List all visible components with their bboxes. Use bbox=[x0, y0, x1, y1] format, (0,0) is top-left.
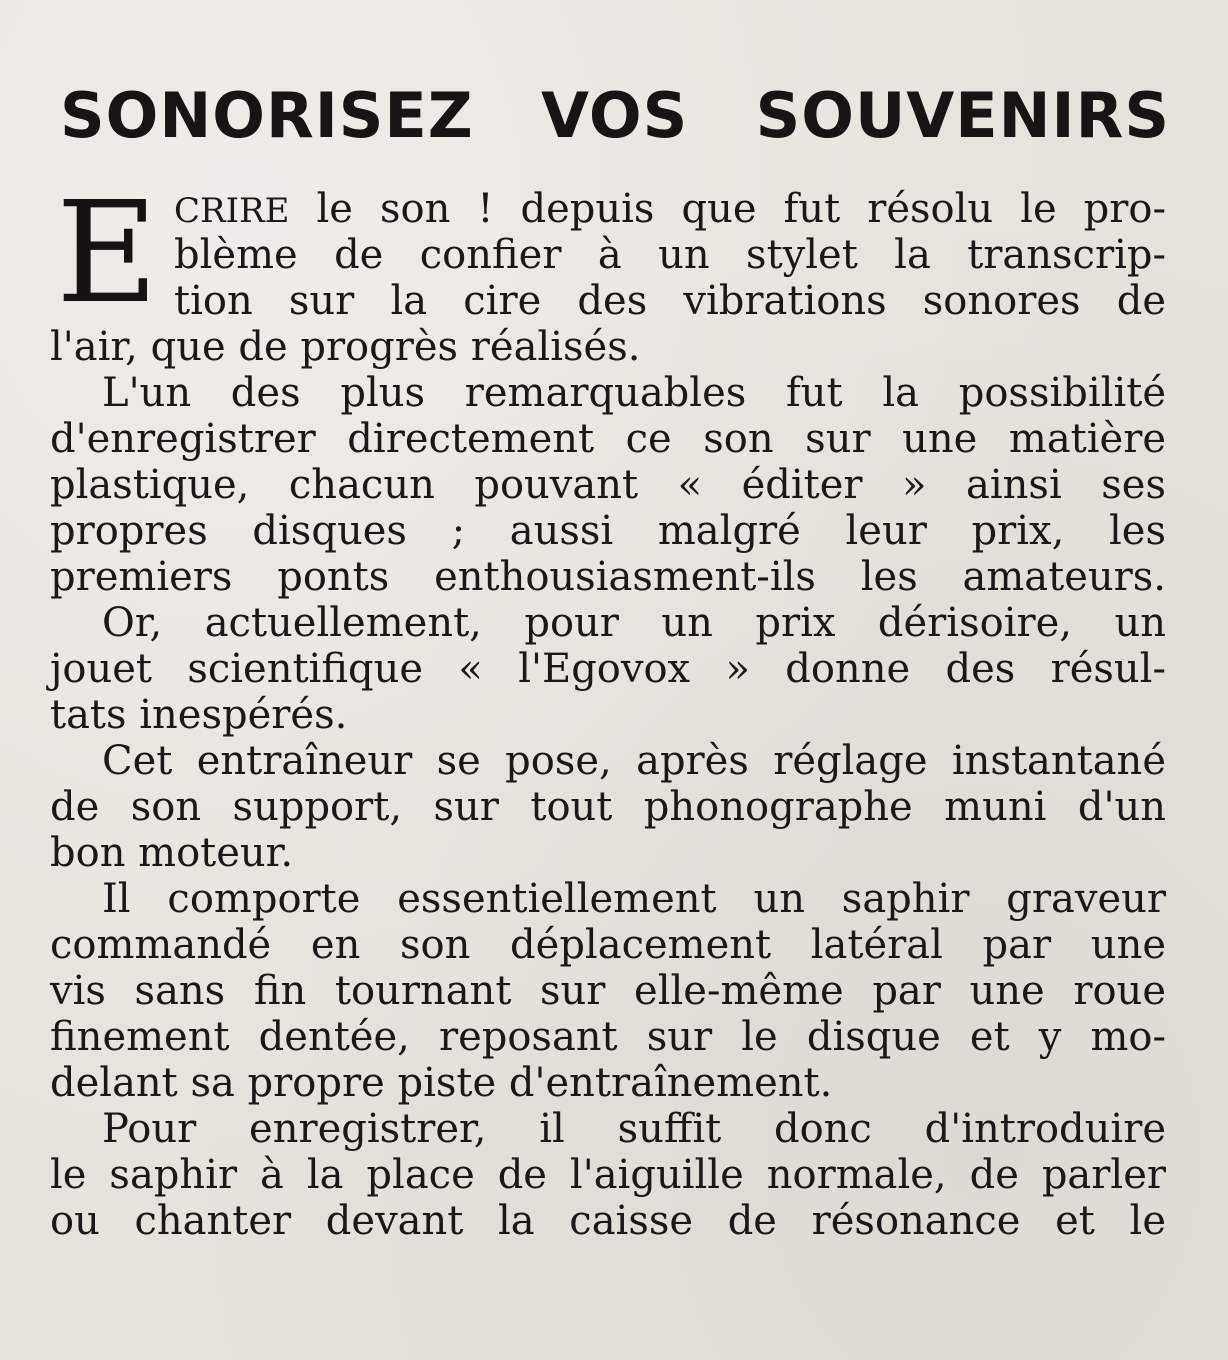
text-line: propres disques ; aussi malgré leur prix, les bbox=[50, 508, 1166, 554]
text-line: bon moteur. bbox=[50, 830, 294, 876]
text-line: Cet entraîneur se pose, après réglage instantané bbox=[102, 738, 1166, 784]
text-line: premiers ponts enthousiasment-ils les amateurs. bbox=[50, 554, 1166, 600]
text-line: delant sa propre piste d'entraînement. bbox=[50, 1060, 833, 1106]
text-line: ou chanter devant la caisse de résonance et le bbox=[50, 1198, 1166, 1244]
text-line: d'enregistrer directement ce son sur une matière bbox=[50, 416, 1166, 462]
line-text: le son ! depuis que fut résolu le pro- bbox=[316, 186, 1166, 232]
text-line: commandé en son déplacement latéral par une bbox=[50, 922, 1166, 968]
text-line: Il comporte essentiellement un saphir graveur bbox=[102, 876, 1166, 922]
text-line: le saphir à la place de l'aiguille normale, de parler bbox=[50, 1152, 1166, 1198]
article-body bbox=[50, 172, 1166, 1244]
text-line: plastique, chacun pouvant « éditer » ainsi ses bbox=[50, 462, 1166, 508]
text-line: blème de confier à un stylet la transcrip- bbox=[174, 232, 1166, 278]
text-line: Pour enregistrer, il suffit donc d'introduire bbox=[102, 1106, 1166, 1152]
text-line: de son support, sur tout phonographe muni d'un bbox=[50, 784, 1166, 830]
text-line: Or, actuellement, pour un prix dérisoire, un bbox=[102, 600, 1166, 646]
text-line: L'un des plus remarquables fut la possibilité bbox=[102, 370, 1166, 416]
article-title: SONORISEZ VOS SOUVENIRS bbox=[60, 79, 1170, 152]
text-line: tion sur la cire des vibrations sonores de bbox=[174, 278, 1166, 324]
text-line: finement dentée, reposant sur le disque et y mo- bbox=[50, 1014, 1166, 1060]
drop-cap: E bbox=[56, 172, 159, 335]
text-line: l'air, que de progrès réalisés. bbox=[50, 324, 641, 370]
text-line: vis sans fin tournant sur elle-même par une roue bbox=[50, 968, 1166, 1014]
text-line: jouet scientifique « l'Egovox » donne des résul- bbox=[50, 646, 1166, 692]
text-line bbox=[50, 186, 1166, 232]
first-word-small-caps: CRIRE bbox=[174, 191, 290, 231]
text-line: tats inespérés. bbox=[50, 692, 348, 738]
